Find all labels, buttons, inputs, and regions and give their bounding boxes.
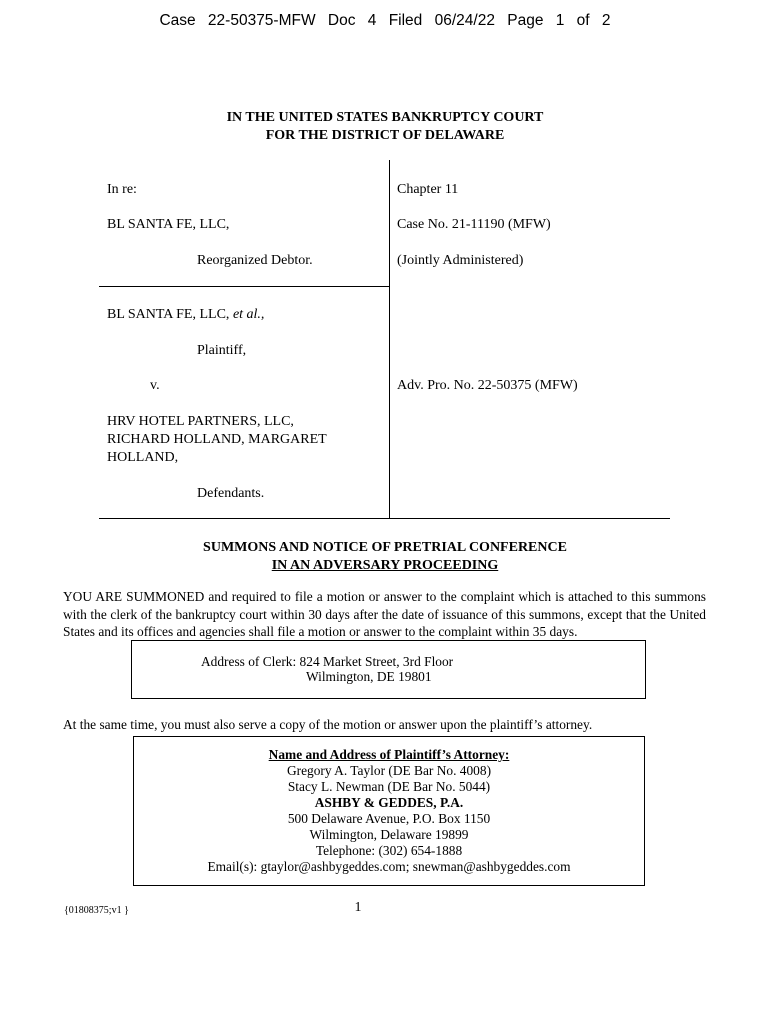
attorney-address2: Wilmington, Delaware 19899	[309, 827, 469, 842]
court-name-line1: IN THE UNITED STATES BANKRUPTCY COURT	[226, 110, 544, 125]
attorney-line2: Stacy L. Newman (DE Bar No. 5044)	[287, 779, 491, 794]
court-name-line2: FOR THE DISTRICT OF DELAWARE	[265, 128, 505, 143]
caption-divider-left	[99, 286, 389, 287]
attorney-line1: Gregory A. Taylor (DE Bar No. 4008)	[286, 763, 492, 778]
defendant-line3: HOLLAND,	[107, 450, 179, 465]
plaintiff-name-text: BL SANTA FE, LLC,	[107, 307, 233, 322]
chapter: Chapter 11	[397, 182, 459, 197]
serve-paragraph: At the same time, you must also serve a copy of the motion or answer upon the plaintiff’s attorney.	[63, 717, 593, 732]
case-number: Case No. 21-11190 (MFW)	[397, 217, 551, 232]
adversary-proceeding-number: Adv. Pro. No. 22-50375 (MFW)	[397, 378, 578, 393]
attorney-email: Email(s): gtaylor@ashbygeddes.com; snewman@ashbygeddes.com	[207, 859, 571, 874]
plaintiff-name	[107, 307, 264, 323]
in-re-label: In re:	[107, 182, 137, 197]
attorney-phone: Telephone: (302) 654-1888	[315, 843, 463, 858]
summons-title-line1: SUMMONS AND NOTICE OF PRETRIAL CONFERENCE	[203, 540, 567, 555]
caption-bottom-divider	[99, 518, 670, 519]
defendant-line1: HRV HOTEL PARTNERS, LLC,	[107, 414, 294, 429]
summons-paragraph: YOU ARE SUMMONED and required to file a motion or answer to the complaint which is attached to this summons with the clerk of the bankruptcy court within 30 days after the date of issuance of this summons, except that the United States and its offices and agencies shall file a motion or answer to the complaint within 35 days.	[63, 589, 706, 639]
debtor-role: Reorganized Debtor.	[197, 253, 313, 268]
attorney-box	[133, 736, 645, 886]
jointly-administered: (Jointly Administered)	[397, 253, 524, 268]
versus: v.	[150, 378, 160, 393]
page-number: 1	[354, 900, 362, 915]
clerk-address-line1: Address of Clerk: 824 Market Street, 3rd Floor	[201, 654, 454, 669]
summons-title-line2	[0, 558, 770, 574]
plaintiff-etal: et al.,	[232, 307, 265, 322]
attorney-address1: 500 Delaware Avenue, P.O. Box 1150	[287, 811, 491, 826]
clerk-address-line2: Wilmington, DE 19801	[306, 669, 432, 684]
plaintiff-role: Plaintiff,	[197, 343, 247, 358]
defendant-role: Defendants.	[197, 486, 265, 501]
summons-title-line2-text: IN AN ADVERSARY PROCEEDING	[271, 558, 499, 573]
defendant-line2: RICHARD HOLLAND, MARGARET	[107, 432, 327, 447]
debtor-name: BL SANTA FE, LLC,	[107, 217, 230, 232]
case-header: Case 22-50375-MFW Doc 4 Filed 06/24/22 Page 1 of 2	[159, 12, 611, 29]
clerk-address-box	[131, 640, 646, 699]
caption-vertical-divider	[389, 160, 390, 519]
document-id: {01808375;v1 }	[64, 905, 129, 916]
attorney-heading: Name and Address of Plaintiff’s Attorney:	[268, 747, 510, 762]
attorney-firm: ASHBY & GEDDES, P.A.	[314, 795, 464, 810]
